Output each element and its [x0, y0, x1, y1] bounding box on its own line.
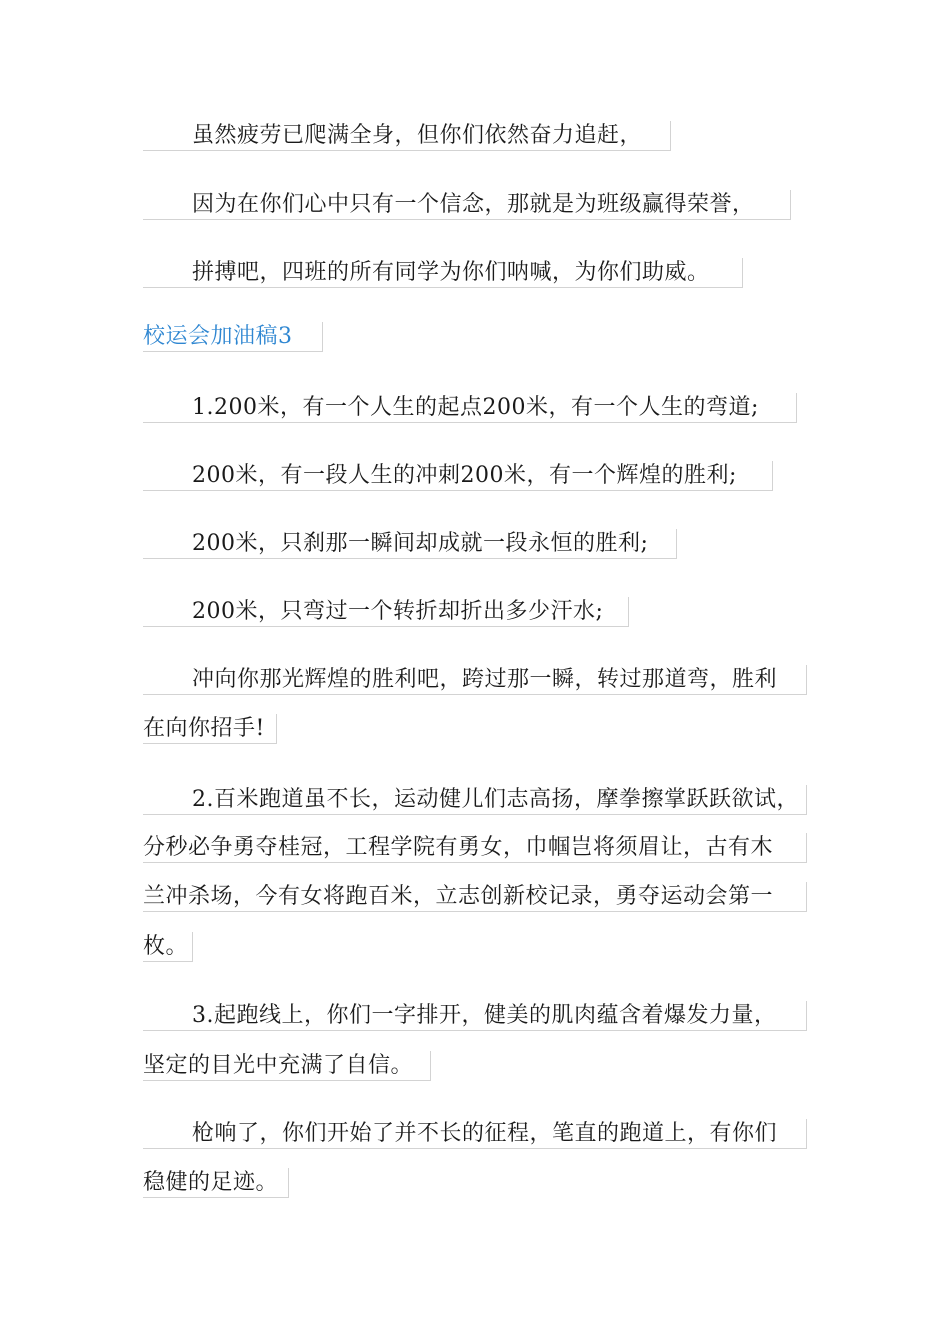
text-line-8: 200米，只弯过一个转折却折出多少汗水; [143, 597, 629, 627]
text-line-15: 3.起跑线上，你们一字排开，健美的肌肉蕴含着爆发力量， [143, 1001, 807, 1031]
text-line-3: 拼搏吧，四班的所有同学为你们呐喊，为你们助威。 [143, 258, 743, 288]
text-line-6: 200米，有一段人生的冲刺200米，有一个辉煌的胜利; [143, 461, 773, 491]
text-line-18: 稳健的足迹。 [143, 1168, 289, 1198]
text-line-17: 枪响了，你们开始了并不长的征程，笔直的跑道上，有你们 [143, 1119, 807, 1149]
text-line-16: 坚定的目光中充满了自信。 [143, 1051, 431, 1081]
text-line-2: 因为在你们心中只有一个信念，那就是为班级赢得荣誉， [143, 190, 791, 220]
text-line-11: 2.百米跑道虽不长，运动健儿们志高扬，摩拳擦掌跃跃欲试， [143, 785, 807, 815]
text-line-14: 枚。 [143, 932, 193, 962]
text-line-10: 在向你招手! [143, 714, 277, 744]
text-line-7: 200米，只刹那一瞬间却成就一段永恒的胜利; [143, 529, 677, 559]
section-heading: 校运会加油稿3 [143, 322, 323, 352]
text-line-9: 冲向你那光辉煌的胜利吧，跨过那一瞬，转过那道弯，胜利 [143, 665, 807, 695]
text-line-5: 1.200米，有一个人生的起点200米，有一个人生的弯道; [143, 393, 797, 423]
text-line-1: 虽然疲劳已爬满全身，但你们依然奋力追赶， [143, 121, 671, 151]
text-line-13: 兰冲杀场，今有女将跑百米，立志创新校记录，勇夺运动会第一 [143, 882, 807, 912]
text-line-12: 分秒必争勇夺桂冠，工程学院有勇女，巾帼岂将须眉让，古有木 [143, 833, 807, 863]
